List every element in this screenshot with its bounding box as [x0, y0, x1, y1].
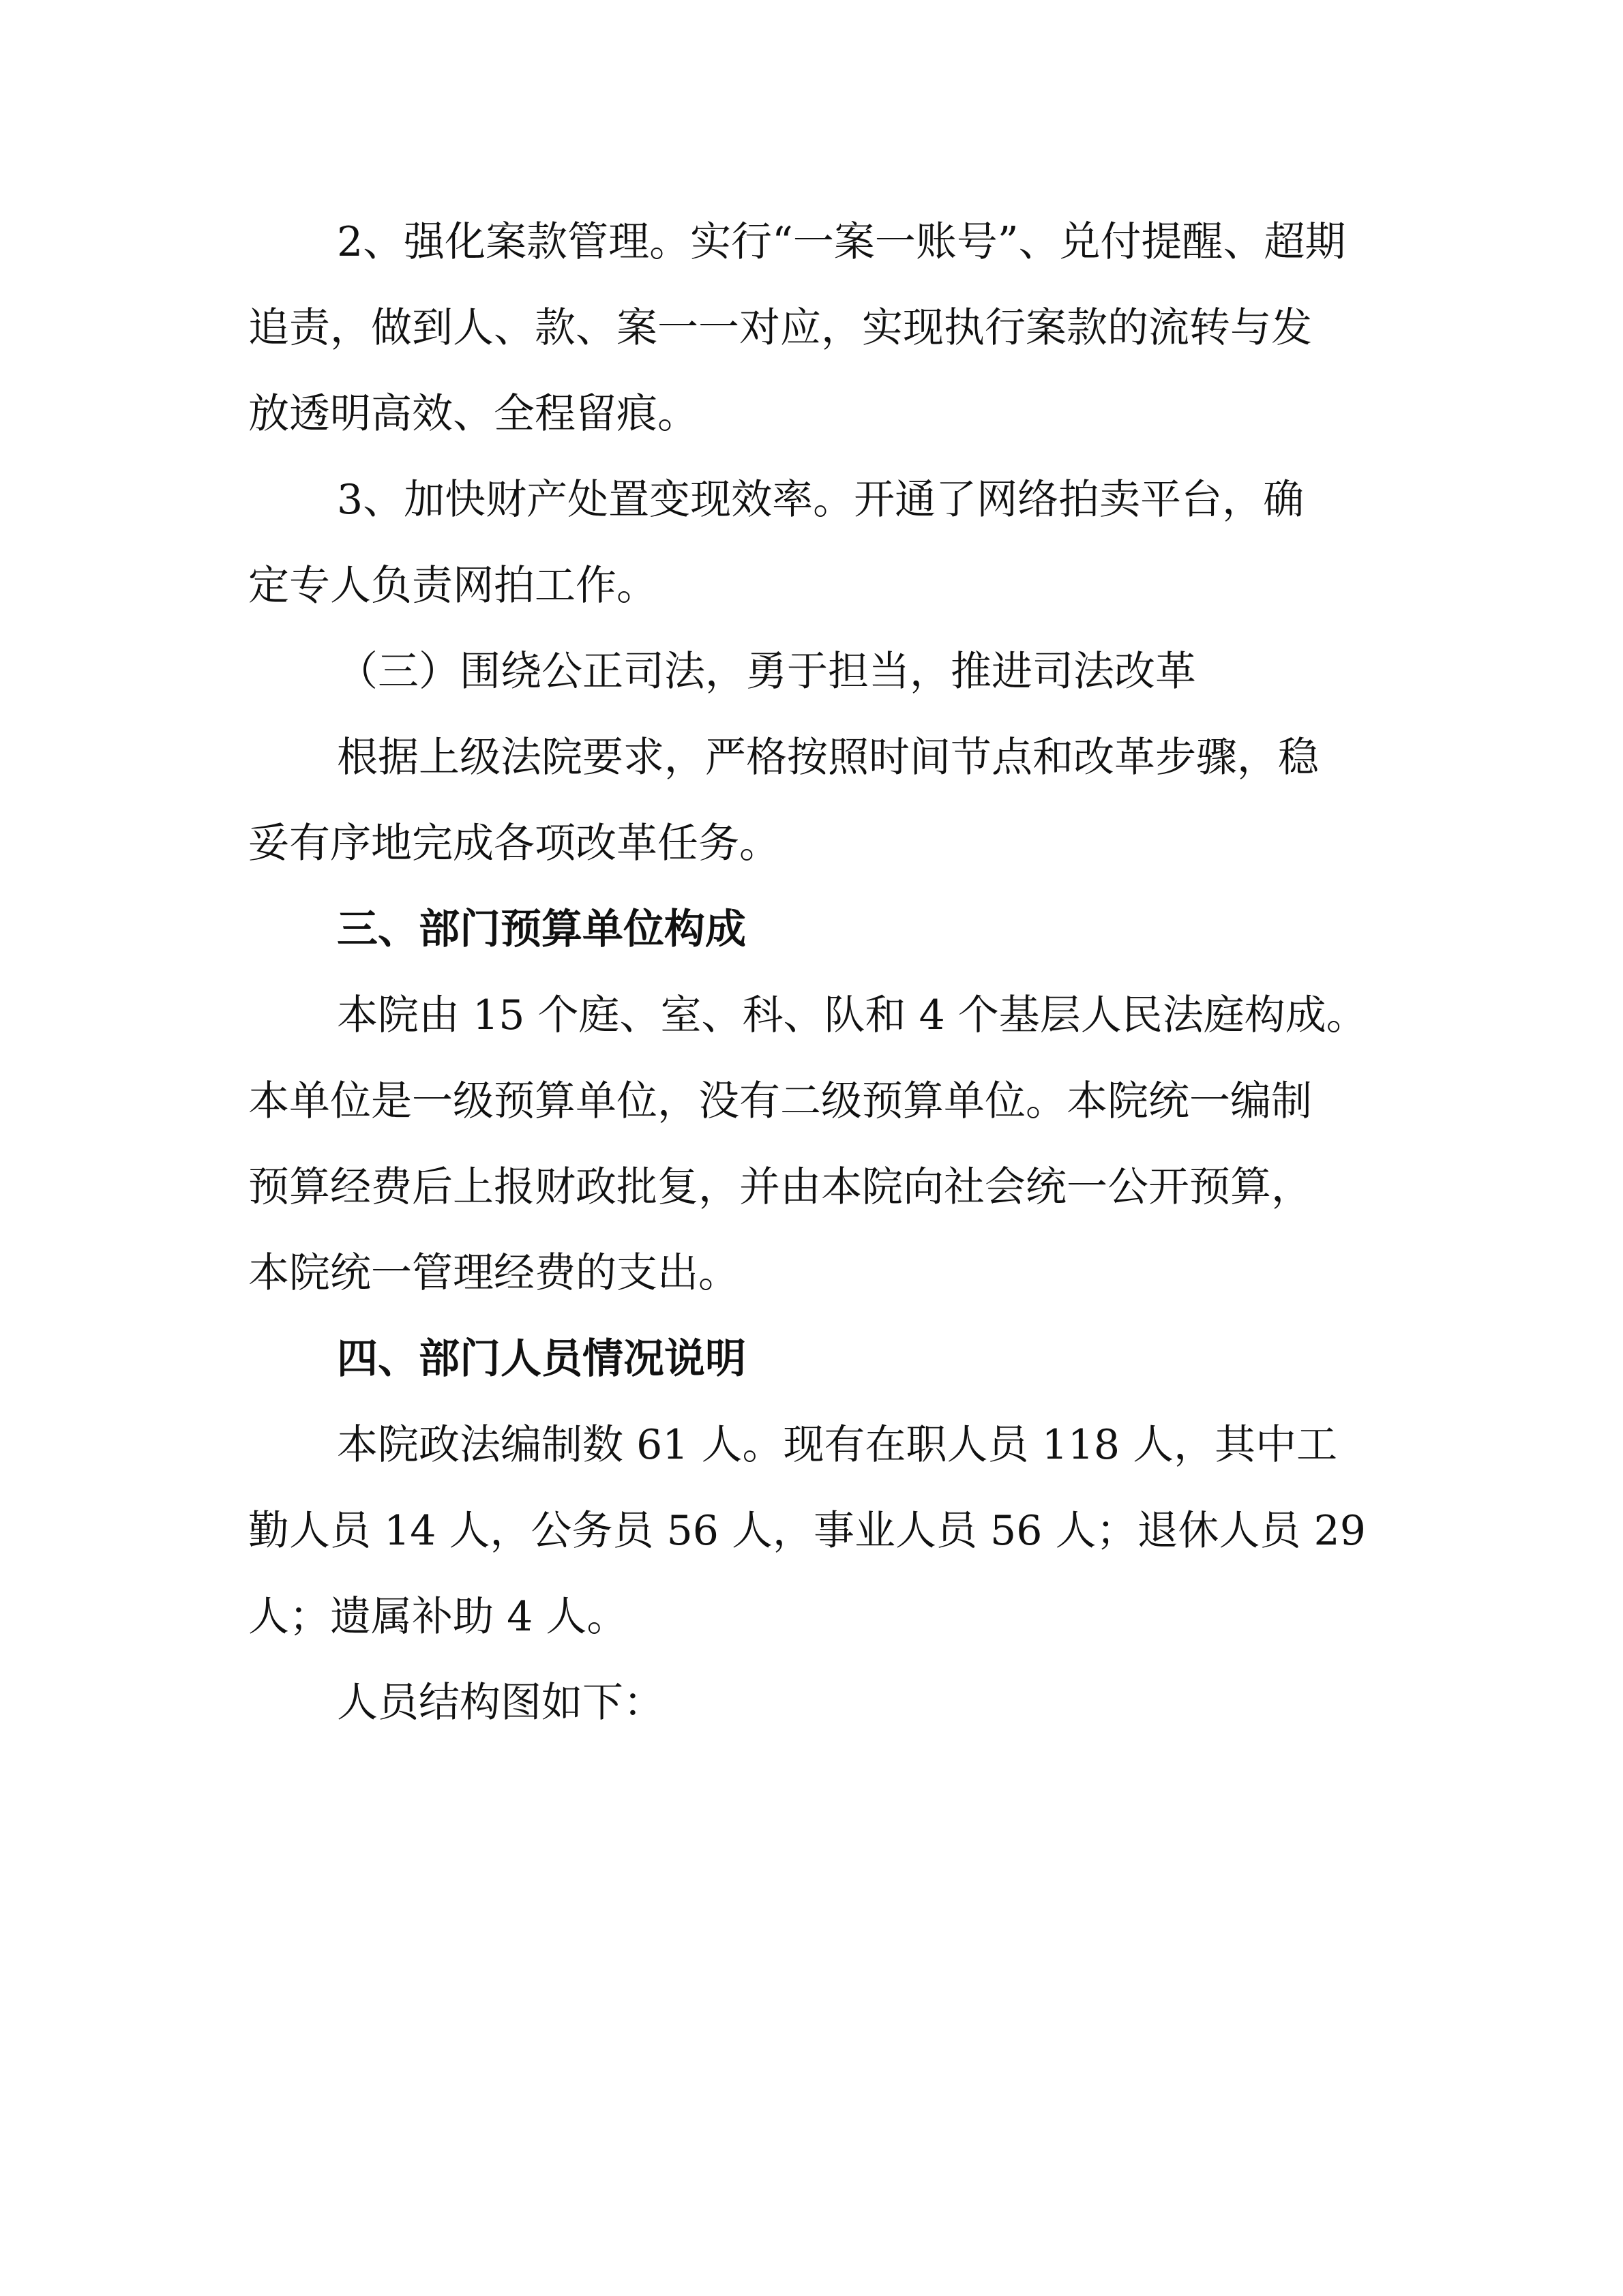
- paragraph-line: 预算经费后上报财政批复，并由本院向社会统一公开预算，: [248, 1163, 1312, 1211]
- paragraph-line: 根据上级法院要求，严格按照时间节点和改革步骤，稳: [337, 734, 1319, 781]
- subsection-title: （三）围绕公正司法，勇于担当，推进司法改革: [337, 648, 1196, 696]
- paragraph-line: 本院统一管理经费的支出。: [248, 1249, 739, 1297]
- paragraph-line: 放透明高效、全程留痕。: [248, 390, 698, 438]
- paragraph-line: 勤人员 14 人，公务员 56 人，事业人员 56 人；退休人员 29: [248, 1507, 1366, 1555]
- paragraph-line: 定专人负责网拍工作。: [248, 562, 657, 610]
- section-heading: 四、部门人员情况说明: [337, 1335, 746, 1383]
- paragraph-line: 妥有序地完成各项改革任务。: [248, 820, 780, 867]
- paragraph-line: 本单位是一级预算单位，没有二级预算单位。本院统一编制: [248, 1077, 1312, 1125]
- paragraph-line: 3、加快财产处置变现效率。开通了网络拍卖平台，确: [337, 476, 1305, 524]
- section-heading: 三、部门预算单位构成: [337, 906, 746, 953]
- paragraph-line: 本院政法编制数 61 人。现有在职人员 118 人，其中工: [337, 1421, 1338, 1469]
- paragraph-line: 人；遗属补助 4 人。: [248, 1593, 628, 1641]
- paragraph-line: 追责，做到人、款、案一一对应，实现执行案款的流转与发: [248, 304, 1312, 352]
- paragraph-line: 本院由 15 个庭、室、科、队和 4 个基层人民法庭构成。: [337, 992, 1367, 1039]
- paragraph-line: 人员结构图如下：: [337, 1679, 664, 1727]
- paragraph-line: 2、强化案款管理。实行“一案一账号”、兑付提醒、超期: [337, 218, 1346, 266]
